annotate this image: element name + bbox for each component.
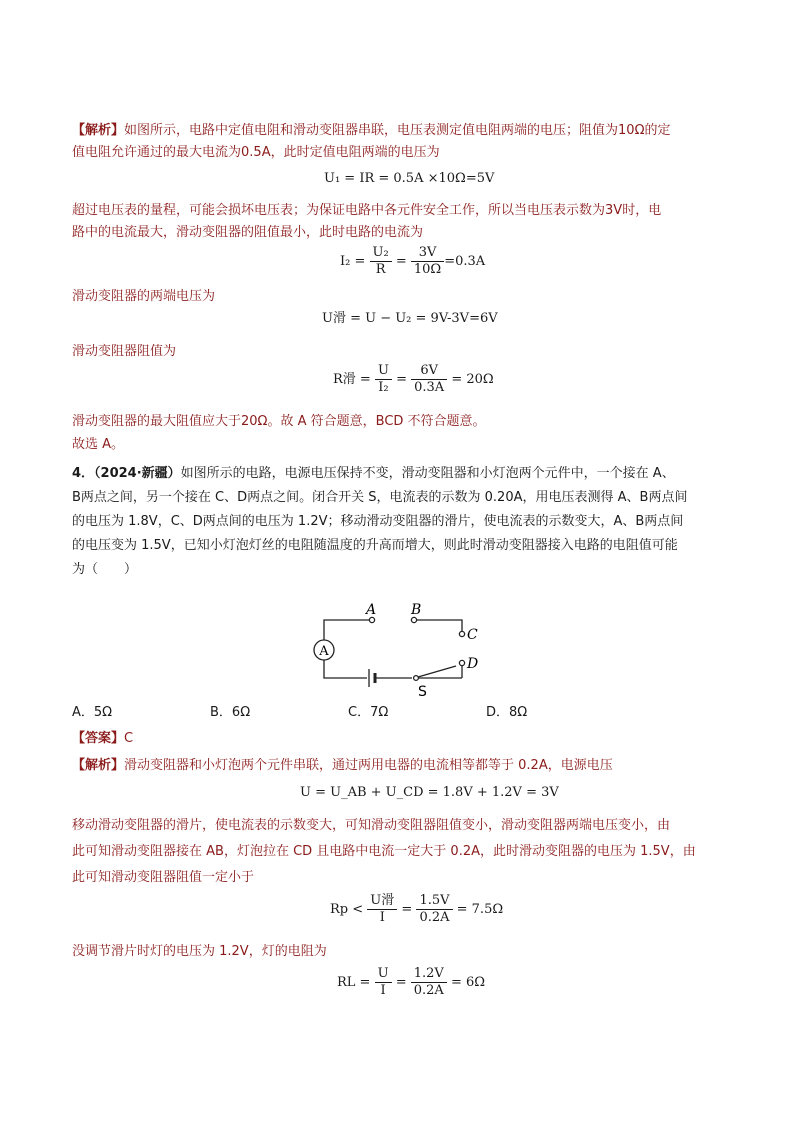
equation-rp	[330, 893, 503, 926]
equation-r-slide	[333, 363, 494, 396]
fraction	[411, 245, 444, 278]
circuit-diagram	[0, 598, 794, 708]
question4-line2: B两点之间，另一个接在 C、D两点之间。闭合开关 S，电流表的示数为 0.20A，用电压表测得 A、B两点间	[72, 490, 688, 505]
eq-rhs: = 6Ω	[450, 975, 486, 990]
analysis2-line3: 此可知滑动变阻器接在 AB，灯泡拉在 CD 且电路中电流一定大于 0.2A，此时滑动变阻器的电压为 1.5V，由	[72, 844, 696, 859]
eq-rhs: =0.3A	[444, 254, 486, 269]
denominator: I	[380, 983, 386, 998]
fraction	[411, 363, 447, 396]
switch-pivot	[414, 676, 419, 681]
fraction	[367, 893, 397, 926]
label-d: D	[467, 656, 479, 672]
option-d: D．8Ω	[486, 705, 528, 720]
equation-u-slide: U滑 = U − U₂ = 9V-3V=6V	[322, 311, 498, 326]
ammeter-label: A	[319, 644, 329, 659]
analysis-value: 3V	[605, 203, 623, 218]
denominator: 0.2A	[419, 910, 450, 925]
fraction	[375, 363, 392, 396]
analysis-value: 0.5A	[241, 145, 271, 160]
option-a: A．5Ω	[72, 705, 113, 720]
analysis1-line6: 滑动变阻器阻值为	[72, 344, 177, 359]
analysis-text: 超过电压表的量程，可能会损坏电压表；为保证电路中各元件安全工作，所以当电压表示数为	[72, 203, 606, 218]
equation-supply-voltage: U = U_AB + U_CD = 1.8V + 1.2V = 3V	[300, 785, 559, 800]
eq-equals: =	[396, 372, 407, 387]
terminal-d	[459, 660, 464, 665]
option-b: B．6Ω	[210, 705, 251, 720]
analysis1-line3	[72, 202, 661, 220]
analysis-text: 10Ω的定	[618, 123, 671, 138]
eq-lhs: I₂ =	[340, 254, 366, 269]
question-text: 如图所示的电路，电源电压保持不变，滑动变阻器和小灯泡两个元件中，一个接在 A、	[180, 466, 675, 481]
eq-lhs: RL =	[337, 975, 371, 990]
eq-lhs: Rp <	[330, 902, 364, 917]
equation-rl	[337, 966, 485, 999]
analysis-text: 时，电	[622, 203, 662, 218]
denominator: R	[375, 262, 386, 277]
terminal-c	[459, 631, 464, 636]
wire	[324, 660, 367, 678]
answer-value: C	[124, 731, 134, 746]
analysis2-line5: 没调节滑片时灯的电压为 1.2V，灯的电阻为	[72, 944, 327, 959]
label-b: B	[411, 602, 422, 618]
label-c: C	[467, 627, 478, 643]
denominator: I	[379, 910, 385, 925]
label-switch: S	[418, 684, 427, 700]
question4-line1	[72, 465, 675, 483]
switch-lever	[418, 666, 456, 677]
analysis-text: 值电阻允许通过的最大电流为	[72, 145, 242, 160]
denominator: 0.2A	[413, 983, 444, 998]
analysis-text: 如图所示，电路中定值电阻和滑动变阻器串联，电压表测定值电阻两端的电压；阻值为	[124, 123, 619, 138]
numerator: U₂	[370, 245, 392, 262]
fraction	[370, 245, 392, 278]
analysis-label: 【解析】	[72, 758, 125, 773]
analysis1-line5: 滑动变阻器的两端电压为	[72, 289, 216, 304]
eq-equals: =	[395, 975, 407, 990]
fraction	[375, 966, 392, 999]
fraction	[416, 893, 452, 926]
analysis1-line2	[72, 144, 440, 162]
analysis2-line1	[72, 757, 613, 775]
analysis1-line1	[72, 122, 671, 140]
terminal-a	[369, 617, 374, 622]
analysis1-line4: 路中的电流最大，滑动变阻器的阻值最小，此时电路的电流为	[72, 225, 424, 240]
terminal-b	[411, 617, 416, 622]
numerator: 1.2V	[411, 966, 447, 983]
question4-line3: 的电压为 1.8V，C、D两点间的电压为 1.2V；移动滑动变阻器的滑片，使电流表的示数变大，A、B两点间	[72, 514, 684, 529]
answer-label: 【答案】	[72, 731, 125, 746]
analysis-text: ，此时定值电阻两端的电压为	[270, 145, 440, 160]
analysis-text: 滑动变阻器和小灯泡两个元件串联，通过两用电器的电流相等都等于 0.2A，电源电压	[124, 758, 613, 773]
wire	[324, 620, 372, 640]
denominator: I₂	[378, 380, 389, 395]
fraction	[411, 966, 447, 999]
question-number: 4．（2024·新疆）	[72, 466, 181, 481]
answer-line	[72, 730, 133, 748]
option-c: C．7Ω	[348, 705, 389, 720]
eq-lhs: R滑 =	[333, 372, 371, 387]
numerator: U滑	[367, 893, 397, 910]
denominator: 10Ω	[413, 262, 442, 277]
numerator: 1.5V	[416, 893, 452, 910]
analysis1-line8: 故选 A。	[72, 437, 125, 452]
analysis-text: 滑动变阻器的最大阻值应大于	[72, 414, 242, 429]
equation-i2	[340, 245, 485, 278]
analysis-label: 【解析】	[72, 123, 125, 138]
numerator: U	[375, 966, 392, 983]
analysis1-line7	[72, 413, 486, 431]
label-a: A	[366, 602, 377, 618]
numerator: U	[375, 363, 392, 380]
numerator: 3V	[411, 245, 444, 262]
wire	[414, 620, 462, 631]
question4-line5: 为（ ）	[72, 562, 138, 577]
denominator: 0.3A	[414, 380, 445, 395]
eq-rhs: = 20Ω	[451, 372, 494, 387]
question4-line4: 的电压变为 1.5V，已知小灯泡灯丝的电阻随温度的升高而增大，则此时滑动变阻器接入电路的电阻值可能	[72, 538, 678, 553]
eq-rhs: = 7.5Ω	[456, 902, 504, 917]
eq-equals: =	[395, 254, 407, 269]
equation-u1: U₁ = IR = 0.5A ×10Ω=5V	[324, 171, 495, 186]
numerator: 6V	[411, 363, 447, 380]
eq-equals: =	[401, 902, 413, 917]
analysis-text: 20Ω。故 A 符合题意，BCD 不符合题意。	[241, 414, 486, 429]
analysis2-line4: 此可知滑动变阻器阻值一定小于	[72, 870, 255, 885]
analysis2-line2: 移动滑动变阻器的滑片，使电流表的示数变大，可知滑动变阻器阻值变小，滑动变阻器两端电压变小，由	[72, 818, 671, 833]
